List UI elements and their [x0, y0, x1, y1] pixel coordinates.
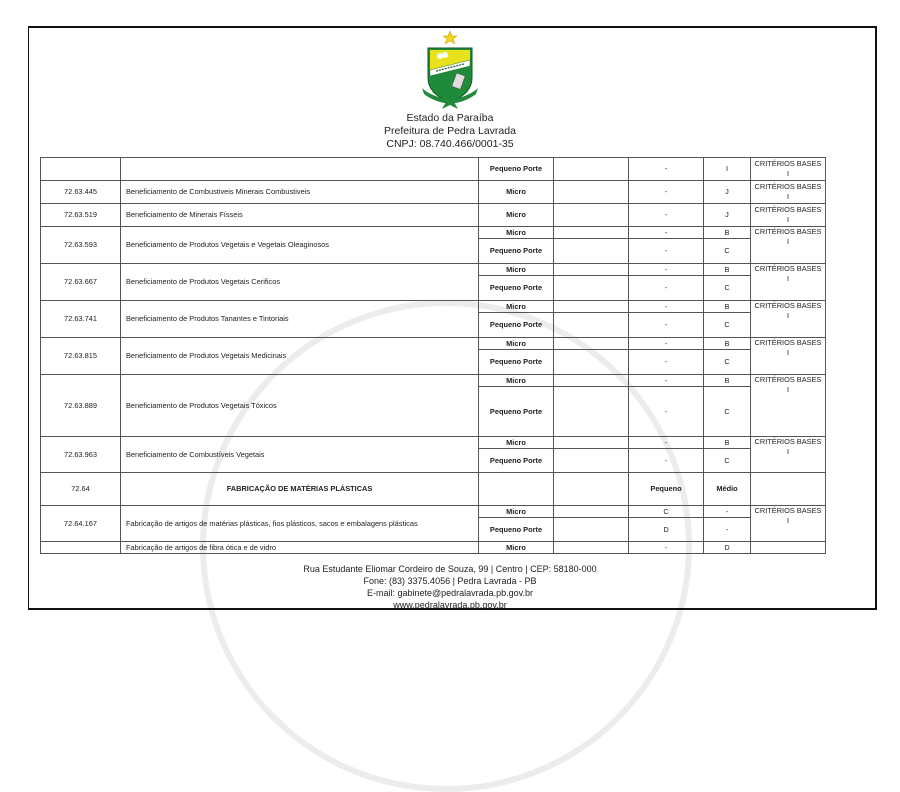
empty-cell: [554, 387, 629, 437]
criteria: CRITÉRIOS BASES I: [751, 301, 826, 338]
criteria: CRITÉRIOS BASES I: [751, 338, 826, 375]
table-row: [41, 181, 826, 204]
empty-cell: [554, 350, 629, 375]
company-size: Micro: [479, 204, 554, 227]
activity-description: Fabricação de artigos de fibra ótica e de vidro: [121, 542, 479, 554]
potential-class-2: B: [704, 301, 751, 313]
empty-cell: [554, 158, 629, 181]
empty-cell: [554, 375, 629, 387]
table-row: [41, 204, 826, 227]
company-size: [479, 473, 554, 506]
activity-code: 72.63.741: [41, 301, 121, 338]
activity-code: 72.63.963: [41, 437, 121, 473]
potential-class-1: -: [629, 158, 704, 181]
activity-code: 72.63.593: [41, 227, 121, 264]
activities-table: [40, 157, 826, 554]
company-size: Pequeno Porte: [479, 449, 554, 473]
activity-code: 72.63.445: [41, 181, 121, 204]
potential-class-1: -: [629, 350, 704, 375]
activity-description: Beneficiamento de Produtos Vegetais Medicinais: [121, 338, 479, 375]
potential-class-2: -: [704, 506, 751, 518]
potential-class-1: Pequeno: [629, 473, 704, 506]
potential-class-2: I: [704, 158, 751, 181]
potential-class-2: Médio: [704, 473, 751, 506]
company-size: Pequeno Porte: [479, 158, 554, 181]
table-row: [41, 375, 826, 387]
company-size: Pequeno Porte: [479, 239, 554, 264]
empty-cell: [554, 264, 629, 276]
criteria: CRITÉRIOS BASES I: [751, 375, 826, 437]
empty-cell: [554, 313, 629, 338]
company-size: Pequeno Porte: [479, 387, 554, 437]
potential-class-1: -: [629, 276, 704, 301]
potential-class-2: C: [704, 350, 751, 375]
potential-class-1: C: [629, 506, 704, 518]
company-size: Micro: [479, 375, 554, 387]
activity-code: 72.64: [41, 473, 121, 506]
company-size: Micro: [479, 542, 554, 554]
potential-class-1: -: [629, 338, 704, 350]
table-row: [41, 437, 826, 449]
potential-class-1: -: [629, 239, 704, 264]
cnpj: CNPJ: 08.740.466/0001-35: [386, 138, 514, 150]
company-size: Pequeno Porte: [479, 313, 554, 338]
potential-class-2: J: [704, 204, 751, 227]
empty-cell: [554, 181, 629, 204]
potential-class-2: C: [704, 449, 751, 473]
activity-description: Beneficiamento de Produtos Vegetais Cerificos: [121, 264, 479, 301]
criteria: [751, 473, 826, 506]
company-size: Micro: [479, 227, 554, 239]
company-size: Micro: [479, 506, 554, 518]
potential-class-1: -: [629, 375, 704, 387]
potential-class-1: -: [629, 204, 704, 227]
criteria: CRITÉRIOS BASES I: [751, 264, 826, 301]
footer-website: www.pedralavrada.pb.gov.br: [393, 600, 507, 610]
empty-cell: [554, 301, 629, 313]
criteria: CRITÉRIOS BASES I: [751, 437, 826, 473]
city-coat-of-arms-logo: [420, 30, 480, 110]
potential-class-2: B: [704, 437, 751, 449]
activity-code: 72.64.167: [41, 506, 121, 542]
criteria: [751, 542, 826, 554]
activity-description: Fabricação de artigos de matérias plásticas, fios plásticos, sacos e embalagens plásticas: [121, 506, 479, 542]
activity-code: 72.63.519: [41, 204, 121, 227]
company-size: Micro: [479, 338, 554, 350]
potential-class-1: -: [629, 437, 704, 449]
activity-description: [121, 158, 479, 181]
potential-class-1: -: [629, 227, 704, 239]
criteria: CRITÉRIOS BASES I: [751, 204, 826, 227]
activity-description: Beneficiamento de Combustiveis Minerais Combustiveis: [121, 181, 479, 204]
empty-cell: [554, 449, 629, 473]
page-border-top: [28, 26, 876, 28]
table-row: [41, 338, 826, 350]
empty-cell: [554, 227, 629, 239]
potential-class-1: -: [629, 313, 704, 338]
potential-class-2: B: [704, 375, 751, 387]
empty-cell: [554, 204, 629, 227]
table-row: [41, 542, 826, 554]
footer: [0, 563, 900, 611]
company-size: Micro: [479, 264, 554, 276]
company-size: Pequeno Porte: [479, 276, 554, 301]
potential-class-1: -: [629, 542, 704, 554]
activity-description: FABRICAÇÃO DE MATÉRIAS PLÁSTICAS: [121, 473, 479, 506]
activity-description: Beneficiamento de Combustíveis Vegetais: [121, 437, 479, 473]
potential-class-1: -: [629, 449, 704, 473]
company-size: Pequeno Porte: [479, 350, 554, 375]
empty-cell: [554, 338, 629, 350]
company-size: Micro: [479, 301, 554, 313]
activity-description: Beneficiamento de Minerais Físseis: [121, 204, 479, 227]
table-row: [41, 473, 826, 506]
activity-code: 72.63.815: [41, 338, 121, 375]
footer-phone: Fone: (83) 3375.4056 | Pedra Lavrada - PB: [363, 576, 537, 586]
state-name: Estado da Paraíba: [406, 112, 494, 124]
potential-class-2: C: [704, 239, 751, 264]
potential-class-1: -: [629, 181, 704, 204]
activity-code: 72.63.667: [41, 264, 121, 301]
table-row: [41, 301, 826, 313]
activity-code: 72.63.889: [41, 375, 121, 437]
company-size: Micro: [479, 181, 554, 204]
potential-class-1: -: [629, 264, 704, 276]
criteria: CRITÉRIOS BASES I: [751, 506, 826, 542]
empty-cell: [554, 518, 629, 542]
table-row: [41, 506, 826, 518]
empty-cell: [554, 437, 629, 449]
potential-class-2: C: [704, 313, 751, 338]
activity-description: Beneficiamento de Produtos Tanantes e Tintoriais: [121, 301, 479, 338]
empty-cell: [554, 239, 629, 264]
criteria: CRITÉRIOS BASES I: [751, 181, 826, 204]
activity-code: [41, 542, 121, 554]
company-size: Pequeno Porte: [479, 518, 554, 542]
empty-cell: [554, 542, 629, 554]
city-hall-name: Prefeitura de Pedra Lavrada: [384, 125, 516, 137]
potential-class-2: B: [704, 227, 751, 239]
potential-class-2: J: [704, 181, 751, 204]
potential-class-2: B: [704, 338, 751, 350]
criteria: CRITÉRIOS BASES I: [751, 158, 826, 181]
empty-cell: [554, 506, 629, 518]
potential-class-1: -: [629, 387, 704, 437]
potential-class-2: C: [704, 387, 751, 437]
table-row: [41, 158, 826, 181]
company-size: Micro: [479, 437, 554, 449]
potential-class-2: C: [704, 276, 751, 301]
footer-email: E-mail: gabinete@pedralavrada.pb.gov.br: [366, 588, 534, 598]
table-row: [41, 264, 826, 276]
criteria: CRITÉRIOS BASES I: [751, 227, 826, 264]
potential-class-2: B: [704, 264, 751, 276]
potential-class-1: D: [629, 518, 704, 542]
footer-address: Rua Estudante Eliomar Cordeiro de Souza, 99 | Centro | CEP: 58180-000: [303, 564, 597, 574]
activity-description: Beneficiamento de Produtos Vegetais Tóxicos: [121, 375, 479, 437]
activity-code: [41, 158, 121, 181]
potential-class-2: -: [704, 518, 751, 542]
table-row: [41, 227, 826, 239]
potential-class-1: -: [629, 301, 704, 313]
empty-cell: [554, 473, 629, 506]
empty-cell: [554, 276, 629, 301]
potential-class-2: D: [704, 542, 751, 554]
activity-description: Beneficiamento de Produtos Vegetais e Vegetais Oleaginosos: [121, 227, 479, 264]
